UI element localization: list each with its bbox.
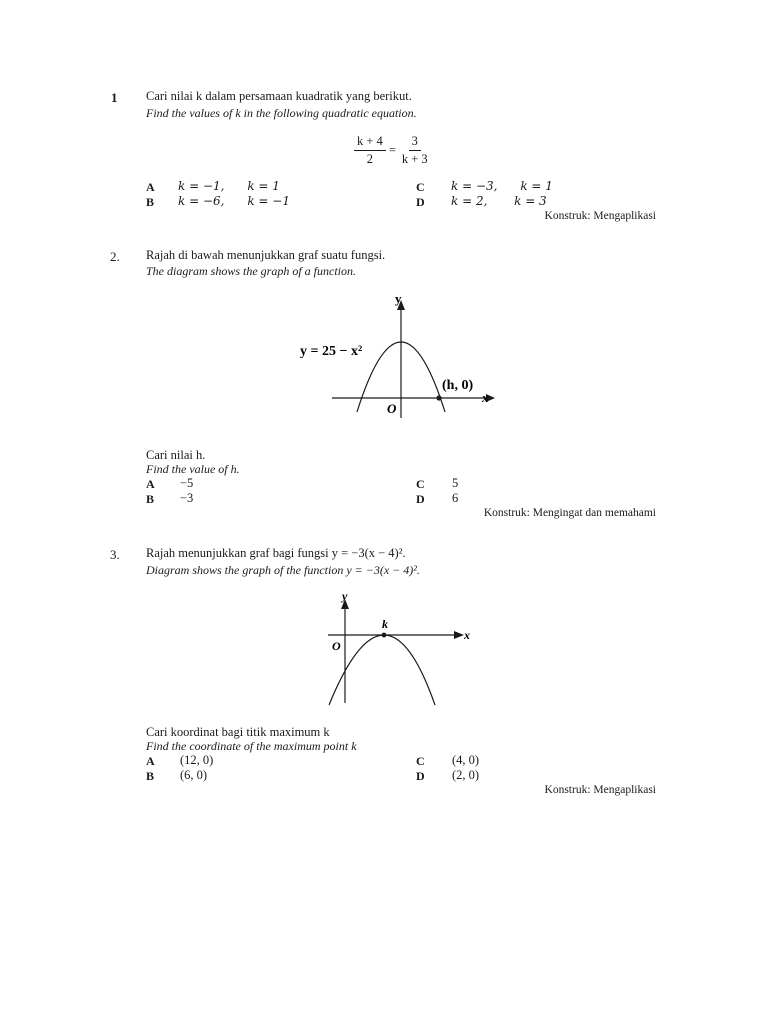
q3-option-d-letter: D bbox=[416, 769, 425, 783]
origin-label: O bbox=[332, 639, 341, 653]
x-axis-label: x bbox=[464, 628, 470, 642]
left-numerator: k + 4 bbox=[354, 134, 386, 151]
equation-left-fraction bbox=[354, 134, 386, 167]
right-denominator: k + 3 bbox=[401, 152, 428, 166]
q2-option-a-value[interactable]: −5 bbox=[180, 476, 194, 490]
point-label: k bbox=[382, 617, 388, 631]
question-1-equation bbox=[354, 134, 431, 167]
x-axis-label: x bbox=[482, 390, 489, 405]
question-2-prompt-en: The diagram shows the graph of a function. bbox=[146, 264, 357, 278]
question-3-prompt-ms: Rajah menunjukkan graf bagi fungsi y = −3(x − 4)². bbox=[146, 546, 406, 560]
x-axis-arrow-icon bbox=[454, 631, 464, 639]
question-1-konstruk: Konstruk: Mengaplikasi bbox=[544, 210, 656, 222]
equation-right-fraction bbox=[399, 134, 431, 167]
question-3-graph bbox=[318, 585, 478, 713]
question-3-prompt-en: Diagram shows the graph of the function y = −3(x − 4)². bbox=[146, 563, 420, 577]
question-2-ask-en: Find the value of h. bbox=[146, 462, 240, 476]
q3-option-b-letter: B bbox=[146, 769, 155, 783]
q1-option-a-value[interactable]: k = −1, k = 1 bbox=[178, 179, 280, 193]
q2-option-b-value[interactable]: −3 bbox=[180, 491, 194, 505]
q2-option-c-letter: C bbox=[416, 477, 425, 491]
question-2-konstruk: Konstruk: Mengingat dan memahami bbox=[483, 507, 656, 519]
y-axis-label: y bbox=[395, 291, 402, 306]
question-3-konstruk: Konstruk: Mengaplikasi bbox=[544, 784, 656, 796]
question-2-graph bbox=[290, 288, 510, 428]
q3-option-c-value[interactable]: (4, 0) bbox=[452, 753, 480, 767]
q1-option-b-letter: B bbox=[146, 195, 155, 209]
question-1-prompt-ms: Cari nilai k dalam persamaan kuadratik yang berikut. bbox=[146, 89, 412, 103]
q1-option-a-letter: A bbox=[146, 180, 155, 194]
question-1-number: 1 bbox=[111, 90, 118, 105]
q3-option-c-letter: C bbox=[416, 754, 425, 768]
q1-option-c-value[interactable]: k = −3, k = 1 bbox=[451, 179, 553, 193]
q2-option-b-letter: B bbox=[146, 492, 155, 506]
q2-option-c-value[interactable]: 5 bbox=[452, 476, 459, 490]
maximum-point bbox=[382, 633, 387, 638]
q2-option-d-letter: D bbox=[416, 492, 425, 506]
question-3-ask-ms: Cari koordinat bagi titik maximum k bbox=[146, 725, 330, 739]
q2-option-d-value[interactable]: 6 bbox=[452, 491, 459, 505]
question-2-prompt-ms: Rajah di bawah menunjukkan graf suatu fungsi. bbox=[146, 248, 386, 262]
q3-option-a-letter: A bbox=[146, 754, 155, 768]
question-3-ask-en: Find the coordinate of the maximum point k bbox=[146, 739, 357, 753]
q1-option-c-letter: C bbox=[416, 180, 425, 194]
question-2-ask-ms: Cari nilai h. bbox=[146, 448, 206, 462]
q1-option-b-value[interactable]: k = −6, k = −1 bbox=[178, 194, 290, 208]
origin-label: O bbox=[387, 401, 397, 416]
question-1-prompt-en: Find the values of k in the following quadratic equation. bbox=[146, 106, 417, 120]
point-label: (h, 0) bbox=[442, 378, 474, 393]
q3-option-d-value[interactable]: (2, 0) bbox=[452, 768, 480, 782]
q1-option-d-value[interactable]: k = 2, k = 3 bbox=[451, 194, 547, 208]
q1-option-d-letter: D bbox=[416, 195, 425, 209]
right-numerator: 3 bbox=[409, 134, 421, 151]
equation-label: y = 25 − x² bbox=[300, 344, 363, 359]
q3-option-b-value[interactable]: (6, 0) bbox=[180, 768, 208, 782]
left-denominator: 2 bbox=[366, 152, 374, 166]
q3-option-a-value[interactable]: (12, 0) bbox=[180, 753, 214, 767]
question-3-number: 3. bbox=[110, 547, 120, 562]
question-2-number: 2. bbox=[110, 249, 120, 264]
intercept-point bbox=[436, 395, 441, 400]
equals-sign: = bbox=[388, 143, 396, 157]
y-axis-label: y bbox=[342, 589, 348, 603]
q2-option-a-letter: A bbox=[146, 477, 155, 491]
